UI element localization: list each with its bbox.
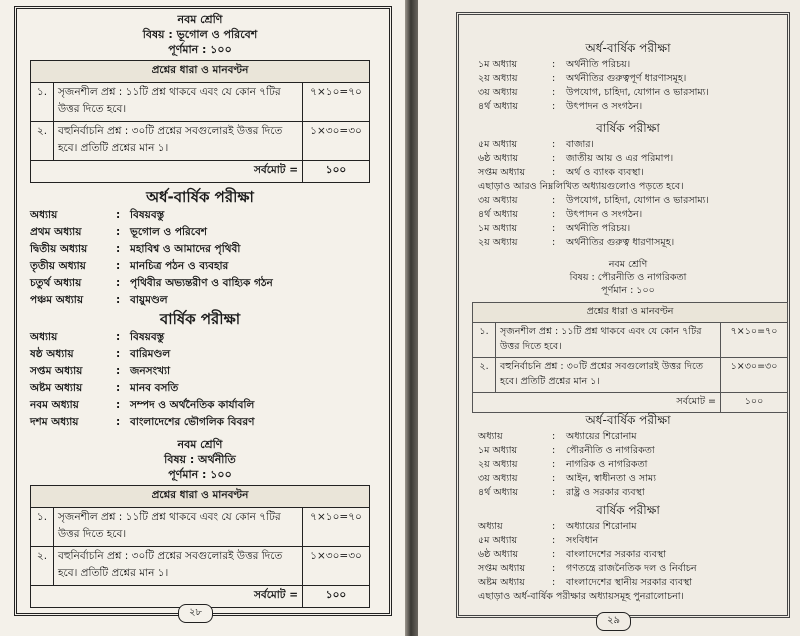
table-row [473, 358, 788, 393]
row-marks: ৭×১০=৭০ [303, 83, 370, 122]
separator: : [552, 59, 556, 70]
chapter-number: চতুর্থ অধ্যায় [30, 277, 82, 289]
chapter-title: উৎপাদন ও সংগঠন। [566, 209, 643, 220]
annual-title-2: বার্ষিক পরীক্ষা [596, 503, 660, 517]
row-number: ১. [31, 508, 54, 547]
chapter-title: অর্থনীতি পরিচয়। [566, 59, 631, 70]
chapter-row [30, 275, 370, 292]
separator: : [552, 101, 556, 112]
separator: : [552, 209, 556, 220]
chapter-number: ৩য় অধ্যায় [478, 195, 518, 206]
chapter-title: বাংলাদেশের স্থানীয় সরকার ব্যবস্থা [566, 577, 693, 588]
chapter-number: ২য় অধ্যায় [478, 237, 518, 248]
chapter-row [30, 380, 370, 397]
row-marks: ১×৩০=৩০ [721, 358, 788, 393]
chapter-number: ২য় অধ্যায় [478, 73, 518, 84]
chapter-title: বাংলাদেশের সরকার ব্যবস্থা [566, 549, 666, 560]
chapter-row [478, 138, 778, 152]
separator: : [552, 431, 556, 442]
separator: : [552, 223, 556, 234]
row-number: ২. [31, 122, 54, 161]
separator: : [552, 167, 556, 178]
row-number: ১. [473, 323, 496, 358]
chapter-number: ৬ষ্ঠ অধ্যায় [478, 153, 519, 164]
subject-heading: বিষয় : ভূগোল ও পরিবেশ [142, 28, 258, 41]
separator: : [552, 87, 556, 98]
chapter-number: অধ্যায় [30, 209, 58, 221]
row-number: ২. [31, 547, 54, 586]
row-text: সৃজনশীল প্রশ্ন : ১১টি প্রশ্ন থাকবে এবং যে কোন ৭টির উত্তর দিতে হবে। [496, 323, 721, 358]
separator: : [552, 445, 556, 456]
row-marks: ১×৩০=৩০ [303, 122, 370, 161]
chapter-number: ২য় অধ্যায় [478, 459, 518, 470]
table-row [31, 83, 370, 122]
chapter-title: অধ্যায়ের শিরোনাম [566, 521, 637, 532]
total-value: ১০০ [303, 586, 370, 608]
chapter-title: বাংলাদেশের ভৌগলিক বিবরণ [130, 416, 255, 428]
chapter-number: ৩য় অধ্যায় [478, 87, 518, 98]
separator: : [116, 294, 121, 306]
chapter-row [478, 458, 778, 472]
table-title: প্রশ্নের ধারা ও মানবণ্টন [31, 61, 370, 83]
separator: : [552, 237, 556, 248]
chapter-number: প্রথম অধ্যায় [30, 226, 82, 238]
separator: : [552, 139, 556, 150]
chapter-row [478, 534, 778, 548]
right-content [478, 38, 778, 297]
row-number: ২. [473, 358, 496, 393]
chapter-number: ১ম অধ্যায় [478, 223, 518, 234]
separator: : [552, 563, 556, 574]
total-value: ১০০ [721, 393, 788, 413]
chapter-title: উৎপাদন ও সংগঠন। [566, 101, 643, 112]
chapter-title: অধ্যায়ের শিরোনাম [566, 431, 637, 442]
left-content [30, 12, 370, 608]
right-page [418, 0, 800, 636]
chapter-number: অষ্টম অধ্যায় [478, 577, 525, 588]
marks-table [472, 302, 788, 413]
review-note: এছাড়াও অর্ধ-বার্ষিক পরীক্ষার অধ্যায়সমূহ পুনরালোচনা। [478, 591, 684, 602]
separator: : [116, 243, 121, 255]
page-number: ২৮ [178, 604, 213, 623]
chapter-title: বাজার। [566, 139, 594, 150]
chapter-number: সপ্তম অধ্যায় [478, 167, 526, 178]
separator: : [552, 549, 556, 560]
separator: : [552, 535, 556, 546]
total-label: সর্বমোট = [31, 586, 303, 608]
row-text: বহুনির্বাচনি প্রশ্ন : ৩০টি প্রশ্নের সবগুলোরই উত্তর দিতে হবে। প্রতিটি প্রশ্নের মান ১। [496, 358, 721, 393]
chapter-title: বিষয়বস্তু [130, 209, 165, 221]
row-text: সৃজনশীল প্রশ্ন : ১১টি প্রশ্ন থাকবে এবং যে কোন ৭টির উত্তর দিতে হবে। [54, 83, 303, 122]
chapter-row [478, 58, 778, 72]
chapter-row [478, 444, 778, 458]
chapter-row [478, 548, 778, 562]
chapter-number: ৩য় অধ্যায় [478, 473, 518, 484]
chapter-row [478, 72, 778, 86]
chapter-title: ভূগোল ও পরিবেশ [130, 226, 208, 238]
chapter-number: সপ্তম অধ্যায় [478, 563, 526, 574]
annual-title: বার্ষিক পরীক্ষা [159, 310, 241, 328]
row-marks: ৭×১০=৭০ [303, 508, 370, 547]
separator: : [552, 577, 556, 588]
chapter-title: সংবিধান [566, 535, 599, 546]
full-marks-2: পূর্ণমান : ১০০ [168, 468, 232, 481]
row-marks: ৭×১০=৭০ [721, 323, 788, 358]
separator: : [116, 399, 121, 411]
chapter-row [478, 520, 778, 534]
table-row [31, 547, 370, 586]
chapter-row [30, 241, 370, 258]
chapter-row [30, 363, 370, 380]
chapter-row [30, 329, 370, 346]
separator: : [116, 260, 121, 272]
half-yearly-list [30, 207, 370, 309]
subject-heading: বিষয় : পৌরনীতি ও নাগরিকতা [569, 272, 687, 283]
row-text: বহুনির্বাচনি প্রশ্ন : ৩০টি প্রশ্নের সবগুলোরই উত্তর দিতে হবে। প্রতিটি প্রশ্নের মান ১। [54, 122, 303, 161]
chapter-number: সপ্তম অধ্যায় [30, 365, 83, 377]
separator: : [116, 365, 121, 377]
chapter-title: পৃথিবীর অভ্যন্তরীণ ও বাহ্যিক গঠন [130, 277, 273, 289]
chapter-title: অর্থনীতির গুরুত্ব ধারণাসমূহ। [566, 237, 675, 248]
chapter-row [478, 222, 778, 236]
chapter-number: দ্বিতীয় অধ্যায় [30, 243, 88, 255]
half-yearly-list-2 [478, 430, 778, 500]
chapter-number: দশম অধ্যায় [30, 416, 79, 428]
chapter-row [478, 562, 778, 576]
chapter-title: পৌরনীতি ও নাগরিকতা [566, 445, 655, 456]
chapter-row [478, 86, 778, 100]
separator: : [116, 416, 121, 428]
marks-table-2 [30, 485, 370, 608]
chapter-title: অর্থ ও ব্যাংক ব্যবস্থা। [566, 167, 644, 178]
right-lower-content [478, 410, 778, 604]
full-marks: পূর্ণমান : ১০০ [601, 285, 655, 296]
chapter-row [478, 194, 778, 208]
chapter-title: নাগরিক ও নাগরিকতা [566, 459, 648, 470]
chapter-row [478, 236, 778, 250]
annual-list-2 [478, 520, 778, 590]
chapter-row [478, 430, 778, 444]
separator: : [116, 277, 121, 289]
chapter-title: অর্থনীতির গুরুত্বপূর্ণ ধারণাসমূহ। [566, 73, 687, 84]
full-marks: পূর্ণমান : ১০০ [168, 43, 232, 56]
chapter-title: মহাবিশ্ব ও আমাদের পৃথিবী [130, 243, 241, 255]
chapter-number: তৃতীয় অধ্যায় [30, 260, 86, 272]
chapter-title: উপযোগ, চাহিদা, যোগান ও ভারসাম্য। [566, 87, 709, 98]
row-marks: ১×৩০=৩০ [303, 547, 370, 586]
chapter-title: বারিমণ্ডল [130, 348, 171, 360]
chapter-row [30, 224, 370, 241]
table-title: প্রশ্নের ধারা ও মানবণ্টন [31, 486, 370, 508]
half-yearly-title: অর্ধ-বার্ষিক পরীক্ষা [585, 41, 671, 55]
chapter-title: জনসংখ্যা [130, 365, 171, 377]
chapter-row [30, 292, 370, 309]
separator: : [116, 382, 121, 394]
chapter-title: বায়ুমণ্ডল [130, 294, 168, 306]
separator: : [552, 73, 556, 84]
chapter-number: ৫ম অধ্যায় [478, 535, 518, 546]
total-label: সর্বমোট = [473, 393, 721, 413]
row-text: বহুনির্বাচনি প্রশ্ন : ৩০টি প্রশ্নের সবগুলোরই উত্তর দিতে হবে। প্রতিটি প্রশ্নের মান ১। [54, 547, 303, 586]
marks-table [30, 60, 370, 183]
chapter-row [478, 100, 778, 114]
chapter-row [478, 152, 778, 166]
chapter-number: ৪র্থ অধ্যায় [478, 209, 518, 220]
chapter-title: মানব বসতি [130, 382, 179, 394]
page-number: ২৯ [596, 612, 631, 631]
total-value: ১০০ [303, 161, 370, 183]
table-row [473, 323, 788, 358]
separator: : [552, 473, 556, 484]
separator: : [552, 459, 556, 470]
chapter-row [30, 414, 370, 431]
separator: : [116, 209, 121, 221]
table-row [31, 122, 370, 161]
chapter-row [478, 166, 778, 180]
chapter-number: ১ম অধ্যায় [478, 59, 518, 70]
chapter-number: পঞ্চম অধ্যায় [30, 294, 84, 306]
table-title: প্রশ্নের ধারা ও মানবণ্টন [473, 303, 788, 323]
row-number: ১. [31, 83, 54, 122]
annual-list [478, 138, 778, 180]
class-heading: নবম শ্রেণি [608, 259, 648, 270]
separator: : [116, 348, 121, 360]
subject-heading-2: বিষয় : অর্থনীতি [164, 453, 236, 466]
table-row [31, 508, 370, 547]
chapter-row [478, 472, 778, 486]
separator: : [552, 521, 556, 532]
chapter-number: অষ্টম অধ্যায় [30, 382, 83, 394]
chapter-row [30, 258, 370, 275]
annual-list [30, 329, 370, 431]
chapter-number: নবম অধ্যায় [30, 399, 79, 411]
chapter-title: রাষ্ট্র ও সরকার ব্যবস্থা [566, 487, 645, 498]
separator: : [552, 153, 556, 164]
separator: : [116, 226, 121, 238]
chapter-number: অধ্যায় [478, 431, 503, 442]
separator: : [116, 331, 121, 343]
chapter-row [30, 346, 370, 363]
chapter-title: মানচিত্র পঠন ও ব্যবহার [130, 260, 229, 272]
chapter-number: অধ্যায় [30, 331, 58, 343]
total-row [31, 161, 370, 183]
half-yearly-title-2: অর্ধ-বার্ষিক পরীক্ষা [585, 413, 671, 427]
chapter-number: ষষ্ঠ অধ্যায় [30, 348, 74, 360]
chapter-number: অধ্যায় [478, 521, 503, 532]
annual-title: বার্ষিক পরীক্ষা [596, 121, 660, 135]
row-text: সৃজনশীল প্রশ্ন : ১১টি প্রশ্ন থাকবে এবং যে কোন ৭টির উত্তর দিতে হবে। [54, 508, 303, 547]
chapter-row [478, 576, 778, 590]
half-yearly-list [478, 58, 778, 114]
half-yearly-title: অর্ধ-বার্ষিক পরীক্ষা [146, 188, 254, 206]
chapter-title: বিষয়বস্তু [130, 331, 165, 343]
chapter-title: আইন, স্বাধীনতা ও সাম্য [566, 473, 656, 484]
class-heading-2: নবম শ্রেণি [177, 438, 223, 451]
chapter-number: ৫ম অধ্যায় [478, 139, 518, 150]
separator: : [552, 195, 556, 206]
chapter-row [30, 207, 370, 224]
class-heading: নবম শ্রেণি [177, 13, 223, 26]
chapter-title: সম্পদ ও অর্থনৈতিক কার্যাবলি [130, 399, 255, 411]
total-label: সর্বমোট = [31, 161, 303, 183]
chapter-number: ১ম অধ্যায় [478, 445, 518, 456]
chapter-title: গণতন্ত্রে রাজনৈতিক দল ও নির্বাচন [566, 563, 697, 574]
separator: : [552, 487, 556, 498]
chapter-title: উপযোগ, চাহিদা, যোগান ও ভারসাম্য। [566, 195, 709, 206]
annual-extra-list [478, 194, 778, 250]
extra-note: এছাড়াও আরও নিম্নলিখিত অধ্যায়গুলোও পড়তে হবে। [478, 181, 684, 192]
right-table-block [472, 302, 788, 413]
chapter-row [30, 397, 370, 414]
chapter-number: ৪র্থ অধ্যায় [478, 101, 518, 112]
book-gutter [405, 0, 418, 636]
chapter-title: জাতীয় আয় ও এর পরিমাপ। [566, 153, 674, 164]
chapter-title: অর্থনীতি পরিচয়। [566, 223, 631, 234]
chapter-number: ৪র্থ অধ্যায় [478, 487, 518, 498]
chapter-row [478, 208, 778, 222]
chapter-number: ৬ষ্ঠ অধ্যায় [478, 549, 519, 560]
chapter-row [478, 486, 778, 500]
